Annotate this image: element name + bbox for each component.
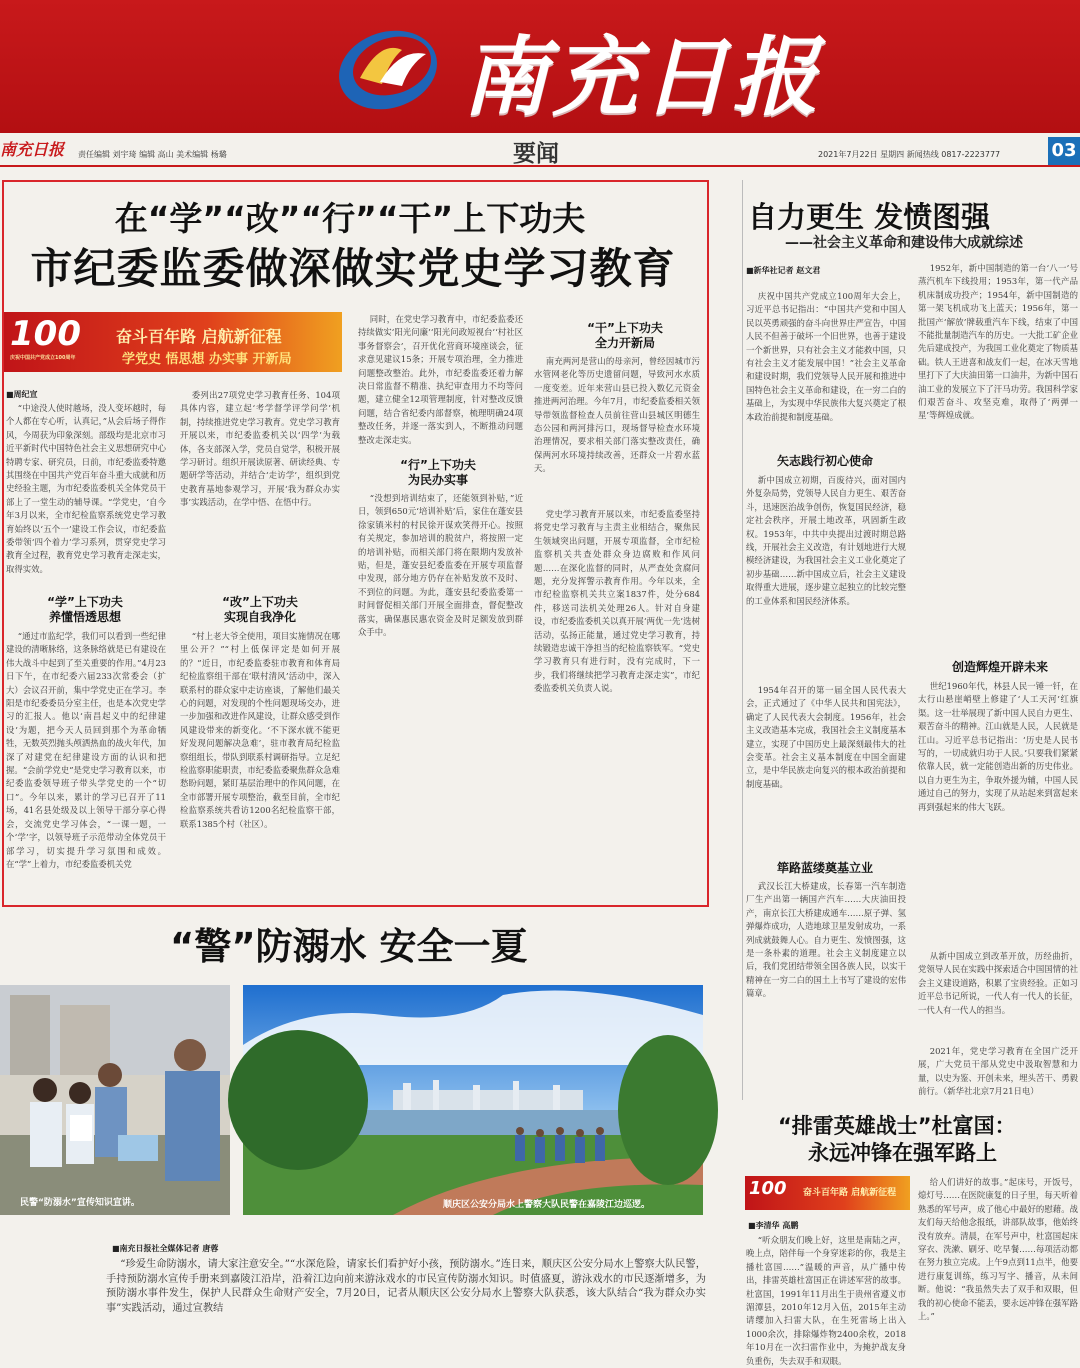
right-colA-para3: 1954年召开的第一届全国人民代表大会，正式通过了《中华人民共和国宪法》，确定了人民代表大会制度。1956年，社会主义改造基本完成，我国社会主义制度基本建立，实现了中国历史上最深刻最伟大的社会变革。社会主义基本制度在中国全面建立，是中华民族走向复兴的根本政治前提和制度基础。 [746, 685, 906, 789]
main-byline: ■周纪宣 [6, 390, 38, 399]
hero-banner-slogan: 奋斗百年路 启航新征程 [803, 1188, 897, 1198]
photo1-caption: 民警“防溺水”宣传知识宣讲。 [20, 1198, 140, 1208]
main-col3-para1: 同时，在党史学习教育中，市纪委监委还持续做实‘阳光问廉’‘阳光问政短视台’‘村社区事务督察会’，召开优化营商环境座谈会，征求意见建议15条；开展专项治理，全力推进问题整改整治。此外，市纪委监委还着力解决日常监督不精准、执纪审查用力不均等问题，建立健全12项管理制度，针对整改反馈问题，结合省纪委内部督察，梳理明确24项整改任务，并逐一落实到人，不断推动问题整改走深走实。 [358, 314, 523, 445]
hero-byline: ■李清华 高鹏 [748, 1221, 799, 1230]
main-col1-para2: “通过市监纪学，我们可以看到一些纪律建设的清晰脉络，这条脉络就是已有建设在伟大战斗中起到了至关重要的作用。”4月23日下午，在市纪委六届233次常委会（扩大）会议召开前，集中学党史正在学习。李阳是市纪委委员分室主任，也是本次党史学习的汇报人。他以‘南昌起义中的纪律建设’为题，把今天人员回到那个为革命牺牲，无数英烈抛头颅洒热血的战火年代，加深了对建党在纪律建设方面的认识和把握。“会前学党史”是党史学习教育以来，市纪委监委领导班子带头学党史的一个“切口”。今年以来，累计的学习已召开了11场，41名县处级及以上领导干部分享心得会，交流党史学习体会，“一课一题，一个‘学’字，以领导班子示范带动全体党员干部学习，切实提升学习氛围和成效。在“学”上着力，市纪委监委机关党 [6, 631, 166, 869]
river-patrol-image [243, 985, 703, 1215]
right-colA-para2: 新中国成立初期，百废待兴，面对国内外复杂局势，党领导人民自力更生、艰苦奋斗，迅速医治战争创伤，恢复国民经济，稳定社会秩序，开展土地改革，巩固新生政权。1953年，中共中央提出过渡时期总路线，开展社会主义改造，有计划地进行大规模经济建设，为我国社会主义工业化奠定了初步基础……新中国成立后，社会主义建设取得重大进展，逐步建立起独立的比较完整的工业体系和国民经济体系。 [746, 475, 906, 606]
main-col4-para2: 党史学习教育开展以来，市纪委监委坚持将党史学习教育与主责主业相结合，聚焦民生领域突出问题，开展专项监督，全市纪检监察机关共查处群众身边腐败和作风问题……在深化监督的同时，从严查处贪腐问题，充分发挥警示教育作用。今年以来，全市纪检监察机关共立案1837件，处分684件，移送司法机关处理26人。针对自身建设，市纪委监委机关以真开展‘两优一先’选树活动，弘扬正能量，通过党史学习教育，持续锻造忠诚干净担当的纪检监察铁军。“党史学习教育只有进行时，没有完成时，下一步，我们将继续把学习教育走深走实”，市纪委监委机关负责人说。 [534, 509, 700, 694]
main-subhead-reform: “改”上下功夫 实现自我净化 [222, 595, 298, 624]
right-colB-para1: 1952年，新中国制造的第一台‘八一’号蒸汽机车下线投用；1953年，第一代产品机床制成功投产；1954年，新中国制造的第一架飞机成功飞上蓝天；1956年，第一批国产‘解放’牌载重汽车下线，结束了中国不能批量制造汽车的历史。一大批工矿企业先后建成投产，为我国工业化奠定了物质基础。铁人王进喜和战友们一起，在冰天雪地里打下了大庆油田第一口油井，为新中国石油工业的发展立下了汗马功劳。我国科学家们艰苦奋斗、攻坚克难，取得了‘两弹一星’等辉煌成就。 [918, 263, 1078, 421]
right-colA-para1: 庆祝中国共产党成立100周年大会上，习近平总书记指出：“中国共产党和中国人民以英勇顽强的奋斗向世界庄严宣告，中国人民不但善于破坏一个旧世界，也善于建设一个新世界，只有社会主义才能救中国，只有社会主义才能发展中国！”社会主义革命和建设时期，我们党领导人民开展和推进中国特色社会主义革命和建设，在一穷二白的基础上，为实现中华民族伟大复兴奠定了根本政治前提和制度基础。 [746, 291, 906, 422]
newspaper-emblem-icon [330, 20, 450, 116]
right-colC-para2: 从新中国成立到改革开放，历经曲折，党领导人民在实践中探索适合中国国情的社会主义建设道路，积累了宝贵经验。正如习近平总书记所说，一代人有一代人的长征，一代人有一代人的担当。 [918, 951, 1078, 1015]
right-colA-para4: 武汉长江大桥建成，长春第一汽车制造厂生产出第一辆国产汽车……大庆油田投产，南京长江大桥建成通车……原子弹、氢弹爆炸成功，人造地球卫星发射成功，一系列成就鼓舞人心。自力更生、发愤图强，这是一条朴素的道理。社会主义制度建立以后，我们党团结带领全国各族人民，以实干精神在一穷二白的国土上书写了建设的宏伟篇章。 [746, 881, 906, 999]
hero-story-title-line1: “排雷英雄战士”杜富国： [778, 1114, 1016, 1138]
section-label: 要闻 [513, 141, 559, 167]
photo-police-students [0, 985, 230, 1215]
main-article-kicker: 在“学”“改”“行”“干”上下功夫 [114, 199, 586, 238]
main-subhead-work: “干”上下功夫 全力开新局 [587, 321, 663, 350]
small-logo: 南充日报 [0, 140, 65, 159]
editors-line: 责任编辑 刘宇琦 编辑 高山 美术编辑 杨璐 [78, 150, 227, 159]
hero-banner-number: 100 [749, 1178, 787, 1199]
right-colC-para1: 世纪1960年代，林县人民一锤一钎，在太行山悬崖峭壁上修建了‘人工天河’红旗渠。这一壮举展现了新中国人民自力更生、艰苦奋斗的精神。江山就是人民，人民就是江山。习近平总书记指出：‘历史是人民书写的，一切成就归功于人民。’只要我们紧紧依靠人民，就一定能创造出新的历史伟业。以自力更生为主，争取外援为辅，中国人民通过自己的努力，实现了从站起来到富起来再到强起来的伟大飞跃。 [918, 681, 1078, 812]
flood-story-title: “警”防溺水 安全一夏 [170, 925, 528, 968]
main-article-title: 市纪委监委做深做实党史学习教育 [30, 244, 676, 293]
main-col2-para2: “村上老大爷全使用，项目实施情况在哪里公开？”“村上低保评定是如何开展的？”近日，市纪委监委驻市教育和体育局纪检监察组干部在‘联村清风’活动中，深入联系村的群众家中走访座谈，了解他们最关心的问题，对发现的个性问题现场交办，进一步加强和改进作风建设，让群众感受到作风建设带来的新变化。‘不下深水就不能更好发现问题解决急难’，驻市教育局纪检监察组组长，带队到联系村调研指导。立足纪检监察职能职责，市纪委监委聚焦群众急难愁盼问题，紧盯基层治理中的作风问题，在全市部署开展专项整治，截至目前，全市纪检监察系统共看访1200名纪检监察干部，联系1385个村（社区）。 [180, 631, 340, 829]
photo-river-patrol [243, 985, 703, 1215]
right-byline: ■新华社记者 赵文君 [746, 266, 821, 275]
centenary-sub: 庆祝中国共产党成立100周年 [10, 355, 76, 361]
flood-story-text: “珍爱生命防溺水，请大家注意安全。”“水深危险，请家长们看护好小孩，预防溺水。”连日来，顺庆区公安分局水上警察大队民警，手持预防溺水宣传手册来到嘉陵江沿岸，沿着江边向前来游泳戏水的市民宣传防溺水知识。时值盛夏，游泳戏水的市民逐渐增多，为预防溺水事件发生，保护人民群众生命财产安全，7月20日，记者从顺庆区公安分局水上警察大队获悉，该大队结合“我为群众办实事”实践活动，通过宣教结 [106, 1259, 706, 1314]
photo2-caption: 顺庆区公安分局水上警察大队民警在嘉陵江边巡逻。 [443, 1200, 651, 1210]
hero-col-left: “听众朋友们晚上好，这里是南陆之声，晚上点，陪伴每一个身穿迷彩的你，我是主播杜富国……”温暖的声音，从广播中传出，排雷英雄杜富国正在讲述军营的故事。杜富国，1991年11月出生于贵州省遵义市湄潭县，2010年12月入伍，2015年主动请缨加入扫雷大队，在生死雷场上出入1000余次，排除爆炸物2400余枚，2018年10月在一次扫雷作业中，为掩护战友身负重伤，失去双手和双眼。 [746, 1235, 906, 1366]
right-article-title: 自力更生 发愤图强 [748, 200, 991, 234]
flood-byline: ■南充日报社全媒体记者 唐蓉 [112, 1244, 219, 1253]
masthead-title: 南充日报 [462, 27, 822, 128]
main-col1-para1: “中途没人使时越场，没人变坏越时，每个人都在专心听，认真记，”从会后场子得作风，今周获为印象深刻。部级均是北京市习近平新时代中国特色社会主义思想研究中心特聘专家、研究员，日前，市纪委监委特邀其围绕在中国共产党百年奋斗重大成就和历史经验主题，为市纪委监委机关全体党员干部上了一堂生动的辅导课。“学党史，‘自今年3月以来，全市纪检监察系统党史学习教育始终以‘五个一’建设工作会议，市纪委监委带领‘四个着力’学习系列，贯穿党史学习教育全过程，教育党史学习教育走深走实，取得实效。 [6, 403, 166, 574]
hero-story-title-line2: 永远冲锋在强军路上 [808, 1141, 997, 1165]
hero-centenary-banner [745, 1176, 910, 1210]
right-subhead-foundation: 筚路蓝缕奠基立业 [776, 861, 873, 875]
banner-slogan: 奋斗百年路 启航新征程 [116, 327, 282, 346]
right-article-subtitle: ——社会主义革命和建设伟大成就综述 [785, 235, 1023, 251]
right-subhead-future: 创造辉煌开辟未来 [951, 660, 1048, 674]
banner-tagline: 学党史 悟思想 办实事 开新局 [122, 352, 292, 367]
right-colB-para3: 2021年，党史学习教育在全国广泛开展，广大党员干部从党史中汲取智慧和力量，以史为鉴、开创未来，埋头苦干、勇毅前行。（新华社北京7月21日电） [918, 1046, 1078, 1097]
page-number: 03 [1048, 137, 1080, 165]
main-col3-para2: “没想到培训结束了，还能领到补贴，”近日，领到650元‘培训补贴’后，家住在蓬安县徐家镇米村的村民徐开谋欢笑得开心。按照有关规定，参加培训的脱贫户，将按照一定的培训补贴，而相关部门将在限期内发放补贴，但是，蓬安县纪委监委在开展专项监督中发现，部分地方仍存在补贴发放不及时、不到位的问题。为此，蓬安县纪委监委第一时间督促相关部门开展全面排查，督促整改落实，确保惠民惠农资金及时足额发放到群众手中。 [358, 493, 523, 638]
centenary-banner [4, 312, 342, 372]
police-students-image [0, 985, 230, 1215]
hero-col-right: 给人们讲好的故事。”起床号，开饭号，熄灯号……在医院康复的日子里，每天听着熟悉的军号声，成了他心中最好的慰藉。战友们每天给他念报纸，讲部队故事，他始终没有放弃。清晨，在军号声中，杜富国起床穿衣、洗漱、刷牙、吃早餐……每项活动都在努力独立完成。上午9点到11点半，他要进行康复训练，练习写字、播音，从未间断。他说：“我虽然失去了双手和双眼，但我的初心使命不能丢，要永远冲锋在强军路上。” [918, 1177, 1078, 1322]
main-col2-para1: 委列出27项党史学习教育任务、104项具体内容，建立起‘考学督学评学问学’机制，持续推进党史学习教育。党史学习教育开展以来，市纪委监委机关以‘四学’为载体，各支部深入学，党员自觉学，积极开展学习研讨。组织开展读原著、研读经典、专题研学等活动，并结合‘走访学’，组织到党史教育基地参观学习，开展‘我为群众办实事’实践活动，在学中悟、在悟中行。 [180, 390, 340, 508]
right-subhead-mission: 矢志践行初心使命 [776, 454, 873, 468]
dateline: 2021年7月22日 星期四 新闻热线 0817-2223777 [818, 150, 1001, 159]
main-subhead-act: “行”上下功夫 为民办实事 [400, 458, 476, 487]
column-divider [742, 180, 743, 1100]
main-col4-para1: 南充两河是营山的母亲河，曾经因城市污水管网老化等历史遗留问题，导致河水水质一度变差。近年来营山县已投入数亿元资金推进两河治理。今年7月，市纪委监委相关领导带领监督检查人员前往营山县城区明德生态公园和两河排污口，现场督导检查水环境治理情况，要求相关部门落实整改责任，确保两河水环境持续改善，还群众一片碧水蓝天。 [534, 356, 700, 474]
centenary-number: 100 [10, 314, 81, 354]
main-subhead-study: “学”上下功夫 养懂悟透思想 [47, 595, 123, 624]
